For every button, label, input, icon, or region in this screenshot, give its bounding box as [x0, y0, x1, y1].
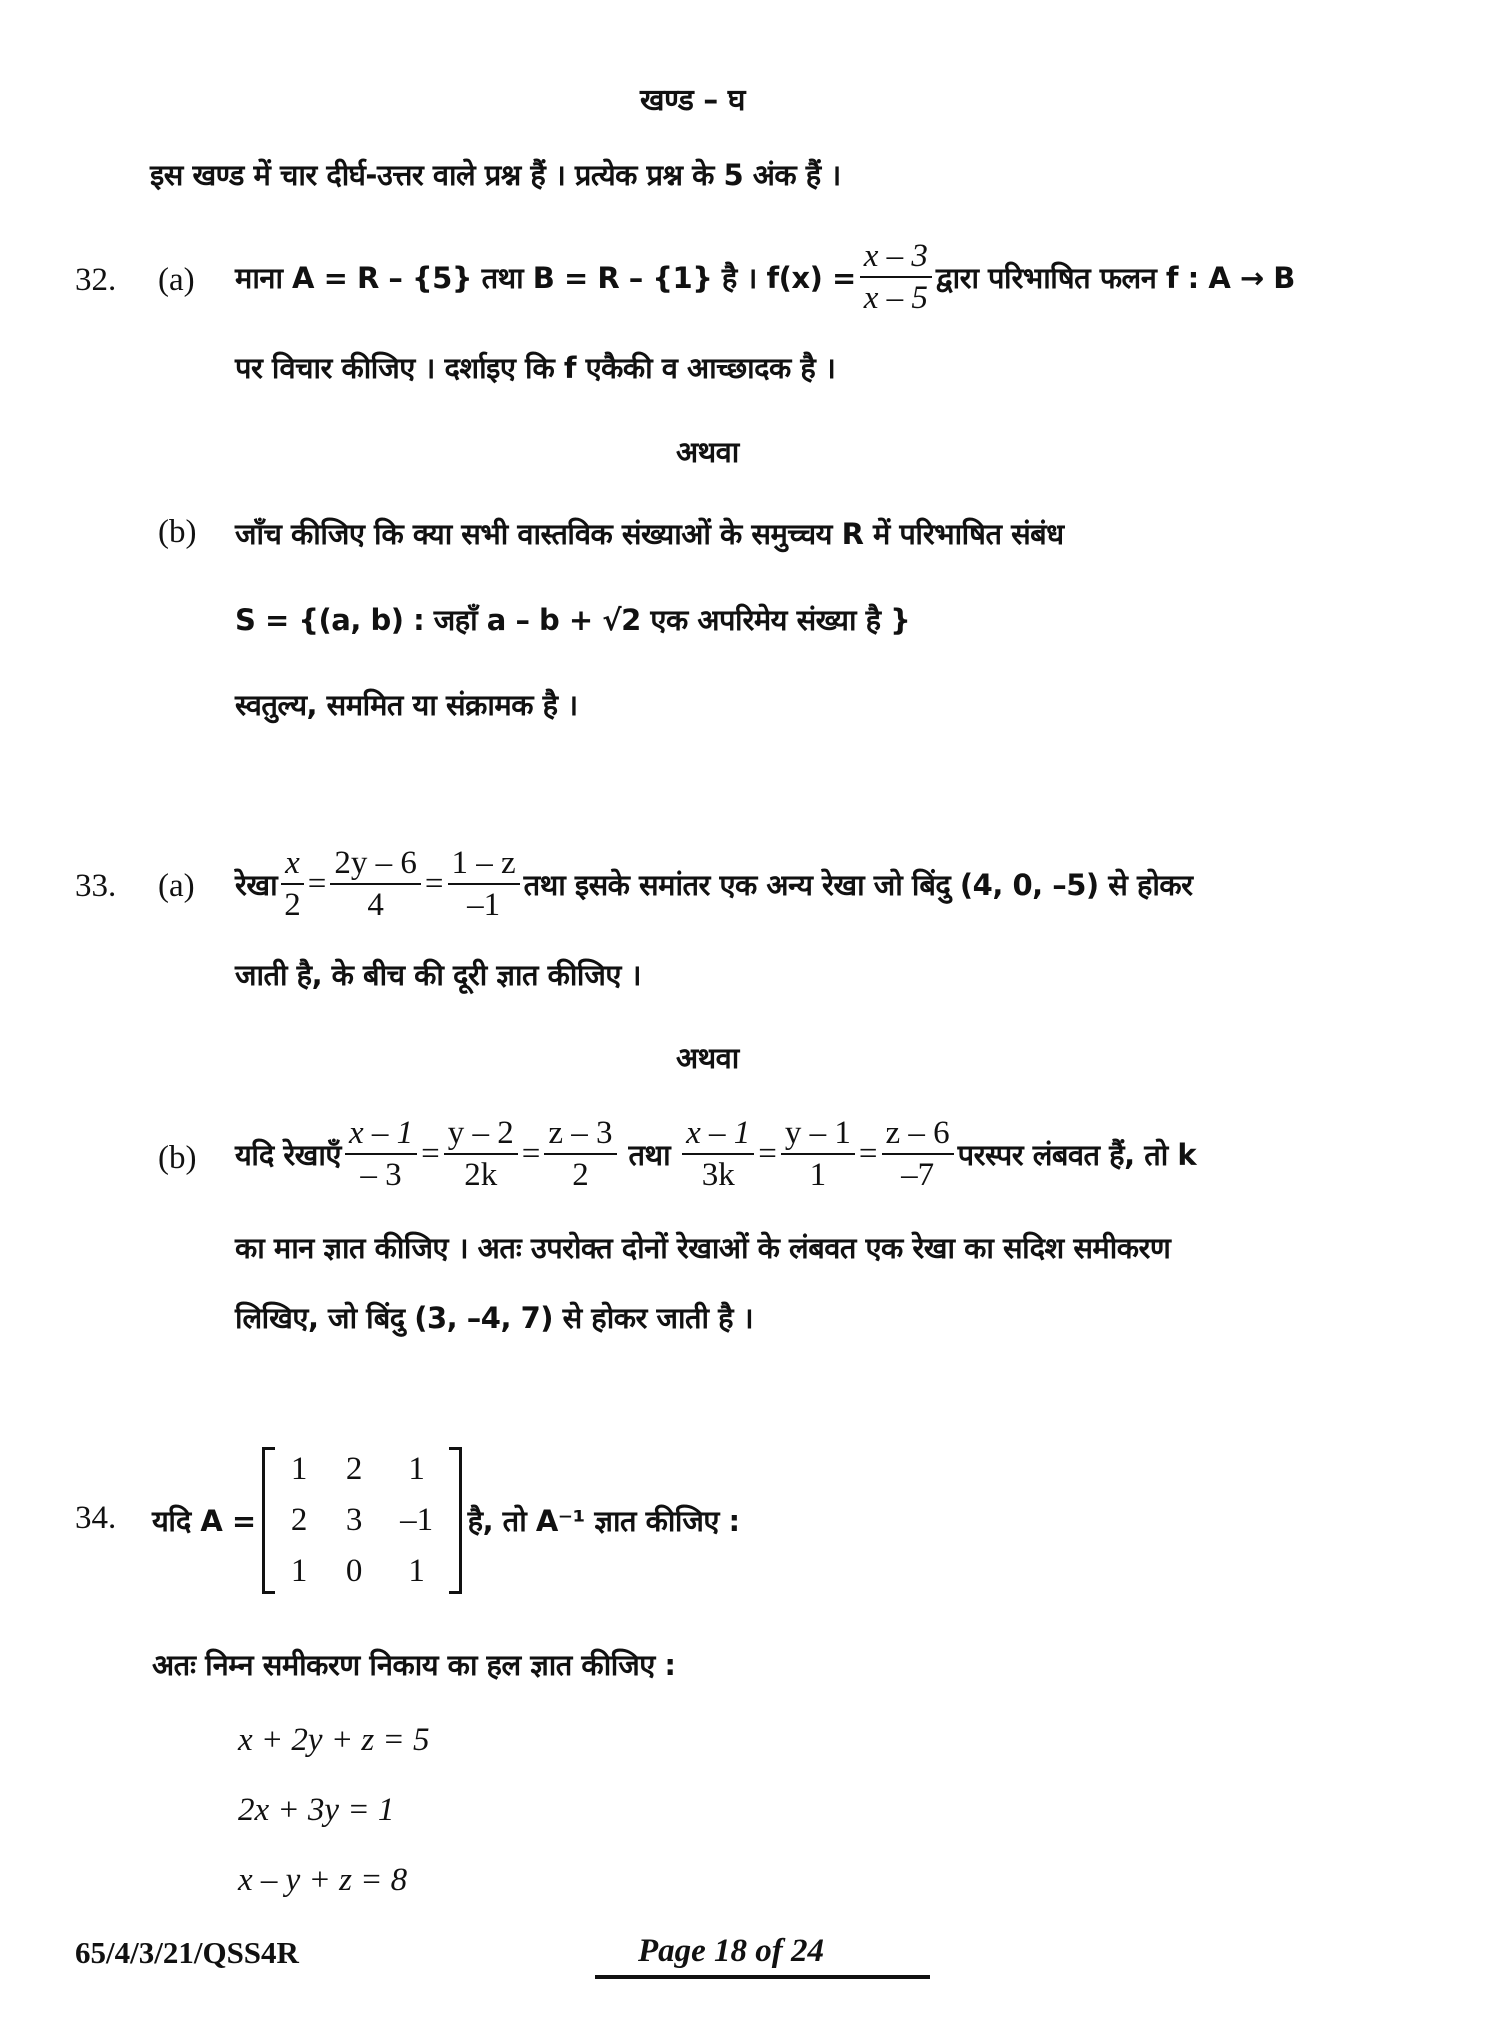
fraction-denominator: 4: [367, 887, 384, 924]
q32a-line2: पर विचार कीजिए । दर्शाइए कि f एकैकी व आच्छादक है ।: [235, 351, 836, 385]
q33b-line1: [235, 1115, 1196, 1194]
q32-part-b-label: (b): [158, 514, 197, 550]
paper-code: 65/4/3/21/QSS4R: [75, 1935, 299, 1970]
matrix-cell: 3: [345, 1502, 363, 1538]
equals-sign: =: [424, 865, 444, 902]
matrix-cell: 1: [408, 1553, 425, 1589]
fraction-denominator: –1: [467, 887, 501, 924]
section-instruction: इस खण्ड में चार दीर्घ-उत्तर वाले प्रश्न हैं । प्रत्येक प्रश्न के 5 अंक हैं ।: [150, 158, 841, 192]
fraction-denominator: – 3: [360, 1157, 402, 1194]
q33-part-a-label: (a): [158, 868, 195, 904]
fraction-numerator: 1 – z: [448, 845, 520, 885]
fraction-numerator: 2y – 6: [330, 845, 421, 885]
q33b-fraction-5: [781, 1115, 855, 1194]
q33a-text-pre: रेखा: [235, 867, 278, 902]
q32a-text-post: द्वारा परिभाषित फलन f : A → B: [935, 260, 1295, 295]
q33a-fraction-1: [281, 845, 304, 924]
equals-sign: =: [521, 1135, 541, 1172]
fraction-numerator: y – 1: [781, 1115, 855, 1155]
q33b-fraction-3: [544, 1115, 616, 1194]
equation-1: x + 2y + z = 5: [238, 1722, 430, 1758]
equals-sign: =: [758, 1135, 777, 1172]
equals-sign: =: [858, 1135, 878, 1172]
fraction-numerator: x – 1: [682, 1115, 754, 1155]
matrix-cell: 1: [408, 1451, 425, 1487]
fraction-denominator: –7: [901, 1157, 935, 1194]
q33-part-b-label: (b): [158, 1140, 197, 1176]
q33b-line3: लिखिए, जो बिंदु (3, –4, 7) से होकर जाती है ।: [235, 1301, 754, 1335]
page-number: Page 18 of 24: [638, 1933, 825, 1969]
question-number-34: 34.: [75, 1500, 117, 1536]
q33a-line1: [235, 845, 1193, 924]
q32b-line3: स्वतुल्य, सममित या संक्रामक है ।: [235, 688, 578, 722]
q33b-line2: का मान ज्ञात कीजिए । अतः उपरोक्त दोनों रेखाओं के लंबवत एक रेखा का सदिश समीकरण: [235, 1231, 1171, 1265]
q33b-text-pre: यदि रेखाएँ: [235, 1137, 341, 1172]
q33b-fraction-6: [882, 1115, 954, 1194]
or-separator: अथवा: [676, 1041, 739, 1075]
or-separator: अथवा: [676, 435, 739, 469]
fraction-denominator: 2: [284, 887, 301, 924]
fraction-denominator: x – 5: [863, 280, 928, 317]
page-number-underline: [595, 1975, 930, 1979]
matrix-cell: –1: [400, 1502, 434, 1538]
q34-text-post: है, तो A⁻¹ ज्ञात कीजिए :: [467, 1504, 740, 1538]
q34-hence-text: अतः निम्न समीकरण निकाय का हल ज्ञात कीजिए :: [152, 1648, 676, 1682]
equals-sign: =: [421, 1135, 440, 1172]
fraction-denominator: 2: [572, 1157, 589, 1194]
equation-3: x – y + z = 8: [238, 1862, 408, 1898]
fraction-numerator: x – 3: [860, 238, 932, 278]
q32a-fraction: [860, 238, 932, 317]
equals-sign: =: [307, 865, 327, 902]
q32-part-a-label: (a): [158, 262, 195, 298]
q32b-line1: जाँच कीजिए कि क्या सभी वास्तविक संख्याओं के समुच्चय R में परिभाषित संबंध: [235, 517, 1064, 551]
matrix-cell: 1: [290, 1553, 308, 1589]
q34-text-pre: यदि A =: [152, 1504, 256, 1538]
q34-line1: [152, 1447, 740, 1594]
matrix-cell: 0: [345, 1553, 363, 1589]
q33a-line2: जाती है, के बीच की दूरी ज्ञात कीजिए ।: [235, 958, 642, 992]
question-number-32: 32.: [75, 262, 117, 298]
q33b-fraction-1: [345, 1115, 417, 1194]
q32a-text-pre: माना A = R – {5} तथा B = R – {1} है । f(x) =: [235, 260, 856, 295]
q32a-line1: [235, 238, 1295, 317]
fraction-denominator: 3k: [701, 1157, 735, 1194]
q33b-text-post: परस्पर लंबवत हैं, तो k: [957, 1137, 1197, 1172]
q32b-relation: S = {(a, b) : जहाँ a – b + √2 एक अपरिमेय संख्या है }: [235, 603, 911, 637]
fraction-numerator: y – 2: [444, 1115, 518, 1155]
fraction-numerator: x: [281, 845, 304, 885]
matrix-cell: 2: [345, 1451, 363, 1487]
q33b-fraction-2: [444, 1115, 518, 1194]
q33a-text-post: तथा इसके समांतर एक अन्य रेखा जो बिंदु (4, 0, –5) से होकर: [523, 867, 1193, 902]
q33a-fraction-3: [448, 845, 520, 924]
question-number-33: 33.: [75, 868, 117, 904]
equation-2: 2x + 3y = 1: [238, 1792, 395, 1828]
matrix-A: [262, 1447, 462, 1594]
matrix-cell: 2: [290, 1502, 308, 1538]
section-title: खण्ड – घ: [640, 83, 745, 118]
fraction-numerator: z – 3: [544, 1115, 616, 1155]
fraction-denominator: 2k: [464, 1157, 498, 1194]
q33b-fraction-4: [682, 1115, 754, 1194]
q33a-fraction-2: [330, 845, 421, 924]
matrix-cell: 1: [290, 1451, 308, 1487]
fraction-numerator: z – 6: [882, 1115, 954, 1155]
q33b-text-mid: तथा: [628, 1137, 671, 1172]
fraction-denominator: 1: [809, 1157, 827, 1194]
fraction-numerator: x – 1: [345, 1115, 417, 1155]
